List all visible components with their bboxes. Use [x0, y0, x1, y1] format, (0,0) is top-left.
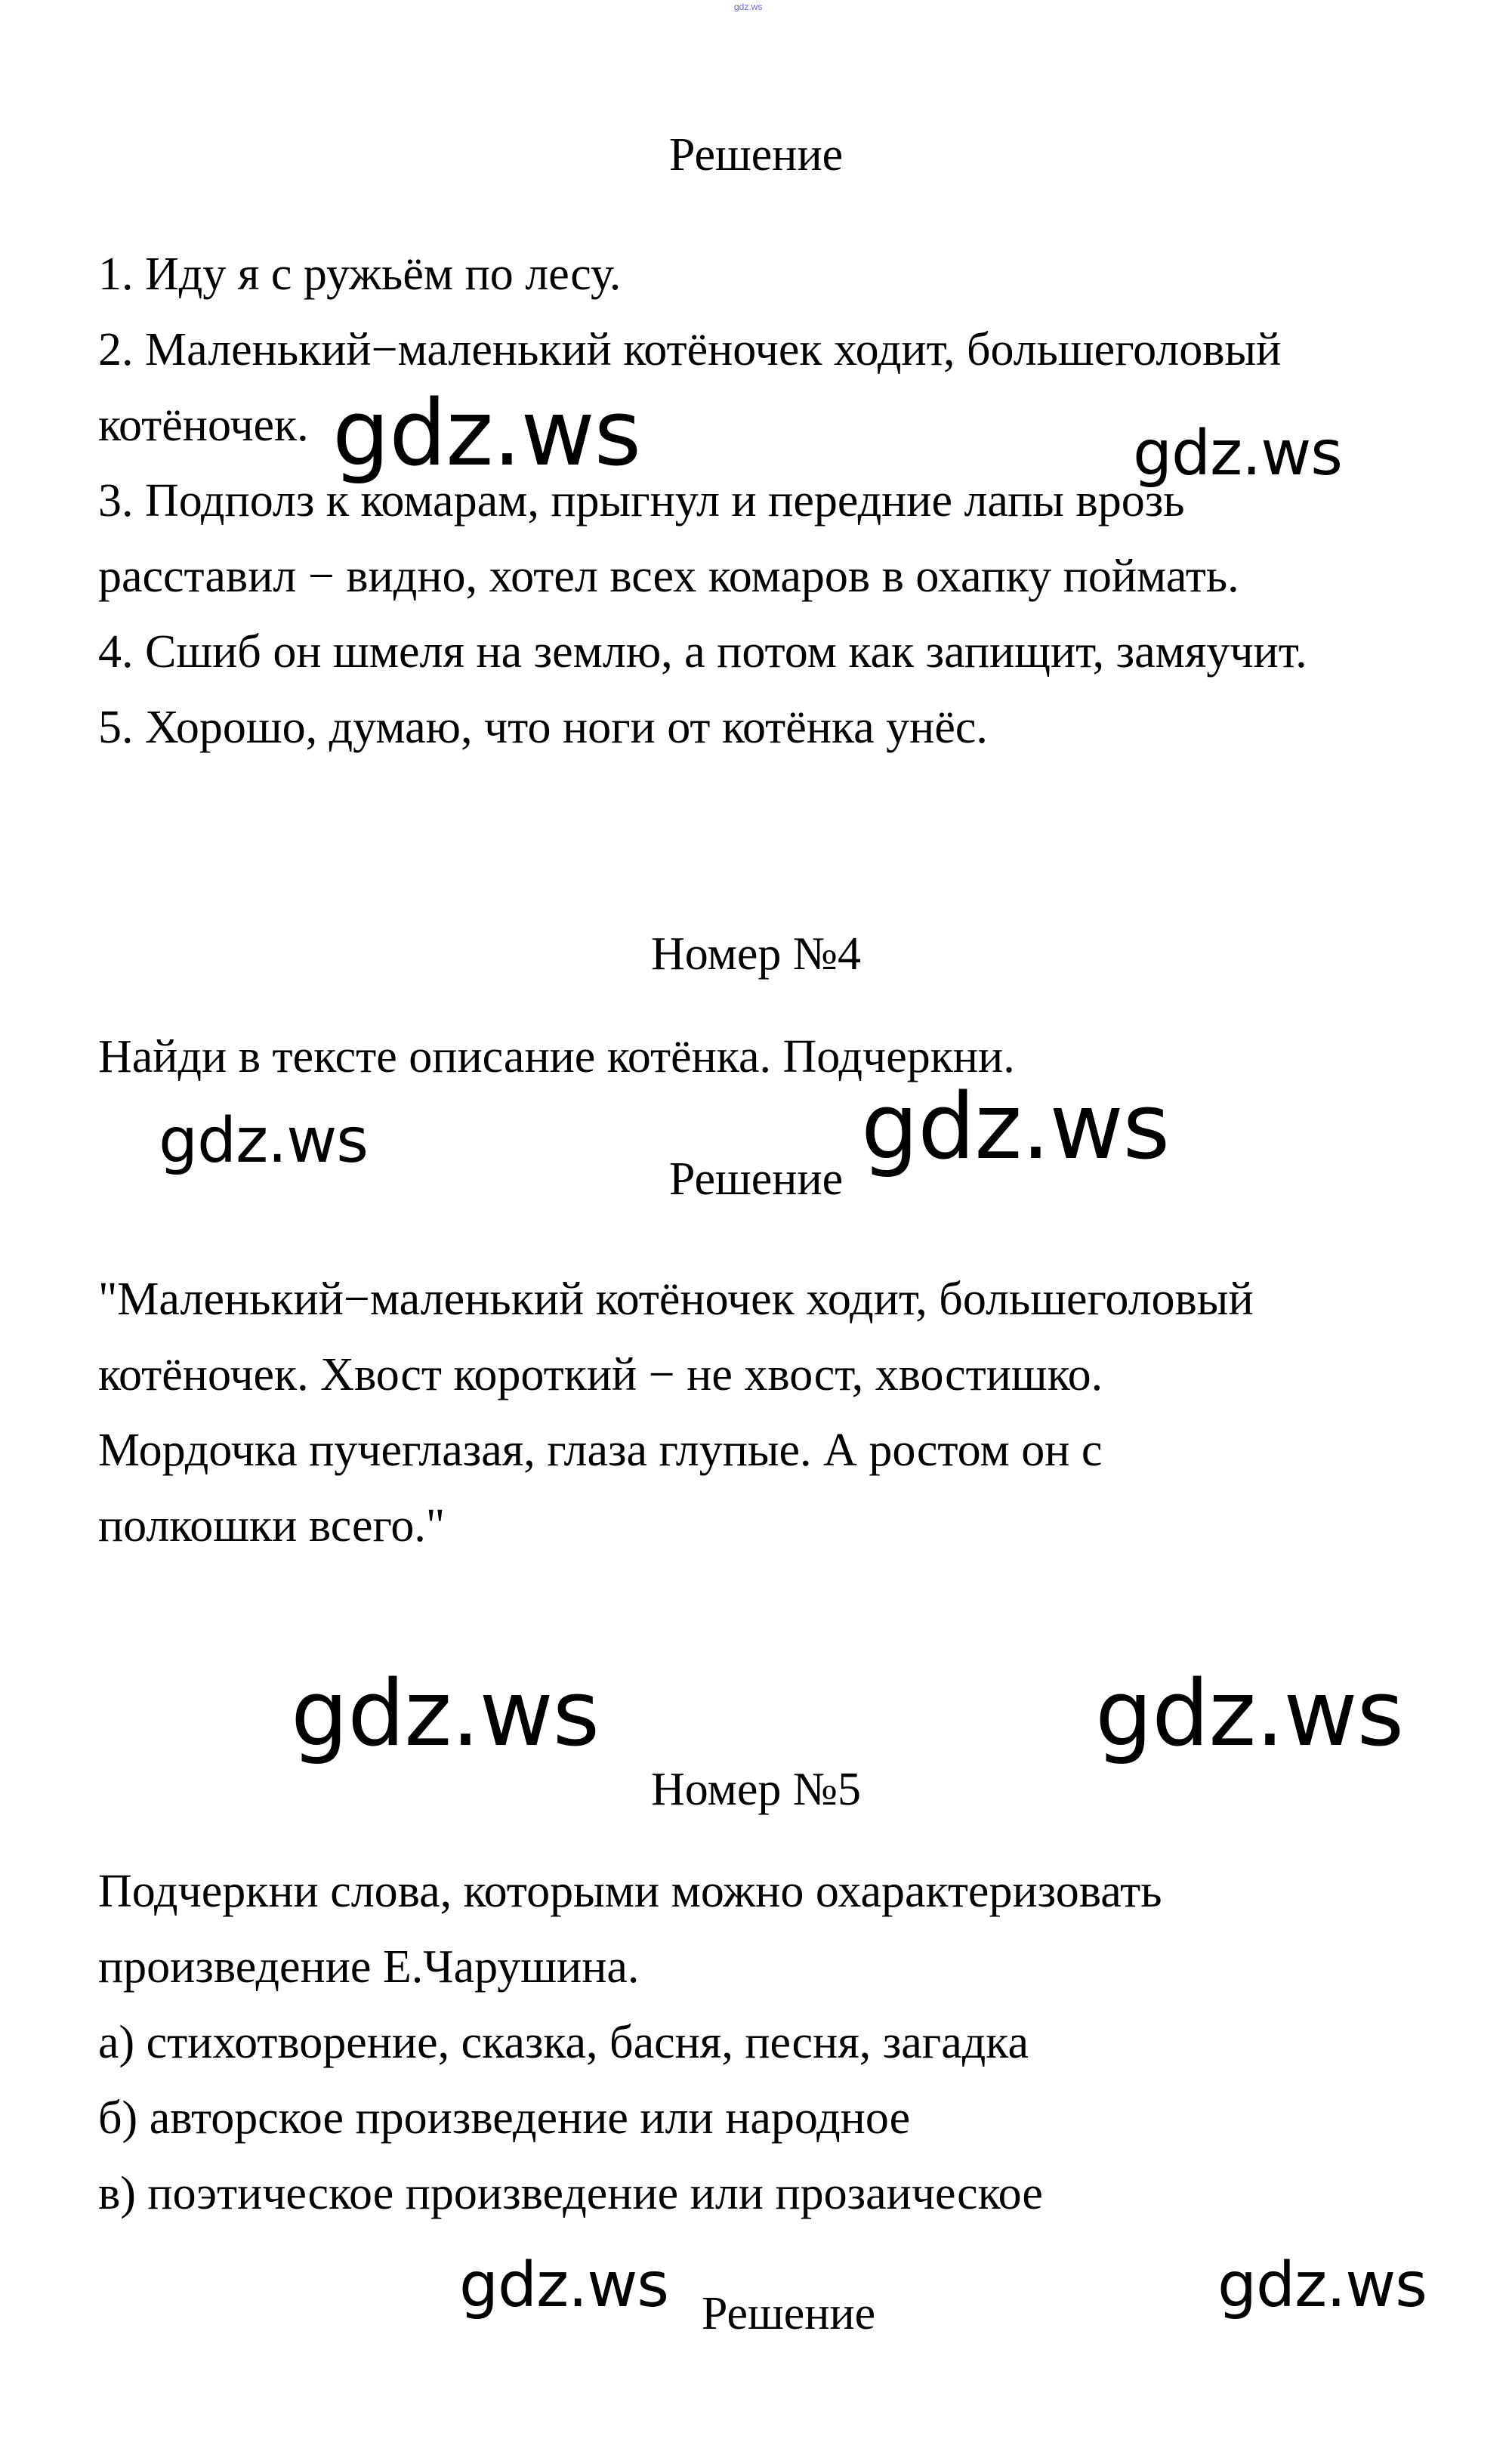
option-a: а) стихотворение, сказка, басня, песня, загадка [98, 2017, 1029, 2068]
answer-line-6: 4. Сшиб он шмеля на землю, а потом как запищит, замяучит. [98, 626, 1307, 678]
answer-line-7: 5. Хорошо, думаю, что ноги от котёнка унёс. [98, 702, 988, 753]
watermark: gdz.ws [159, 1105, 368, 1177]
watermark: gdz.ws [291, 1662, 600, 1767]
watermark: gdz.ws [459, 2249, 668, 2321]
watermark: gdz.ws [1133, 418, 1342, 489]
task-question-4: Найди в тексте описание котёнка. Подчеркни. [98, 1031, 1015, 1082]
watermark: gdz.ws [1095, 1662, 1404, 1767]
quote-line-3: Мордочка пучеглазая, глаза глупые. А ростом он с [98, 1425, 1103, 1476]
option-b: б) авторское произведение или народное [98, 2092, 911, 2144]
option-c: в) поэтическое произведение или прозаическое [98, 2168, 1043, 2219]
solution-heading-1: Решение [668, 129, 844, 181]
quote-line-2: котёночек. Хвост короткий − не хвост, хвостишко. [98, 1349, 1103, 1400]
answer-line-4: 3. Подполз к комарам, прыгнул и передние лапы врозь [98, 475, 1185, 526]
solution-heading-2: Решение [668, 1153, 844, 1205]
watermark: gdz.ws [332, 381, 641, 486]
watermark: gdz.ws [1217, 2249, 1427, 2321]
task-heading-5: Номер №5 [650, 1764, 861, 1815]
watermark: gdz.ws [861, 1075, 1170, 1180]
answer-line-2: 2. Маленький−маленький котёночек ходит, большеголовый [98, 324, 1282, 375]
quote-line-1: "Маленький−маленький котёночек ходит, большеголовый [98, 1274, 1254, 1325]
task-heading-4: Номер №4 [650, 928, 861, 980]
task-line-2: произведение Е.Чарушина. [98, 1941, 640, 1993]
solution-heading-3: Решение [701, 2288, 876, 2339]
answer-line-5: расставил − видно, хотел всех комаров в охапку поймать. [98, 551, 1239, 602]
answer-line-1: 1. Иду я с ружьём по лесу. [98, 249, 622, 300]
quote-line-4: полкошки всего." [98, 1500, 446, 1552]
top-watermark: gdz.ws [734, 2, 763, 12]
task-line-1: Подчеркни слова, которыми можно охарактеризовать [98, 1866, 1162, 1917]
answer-line-3: котёночек. [98, 400, 309, 451]
